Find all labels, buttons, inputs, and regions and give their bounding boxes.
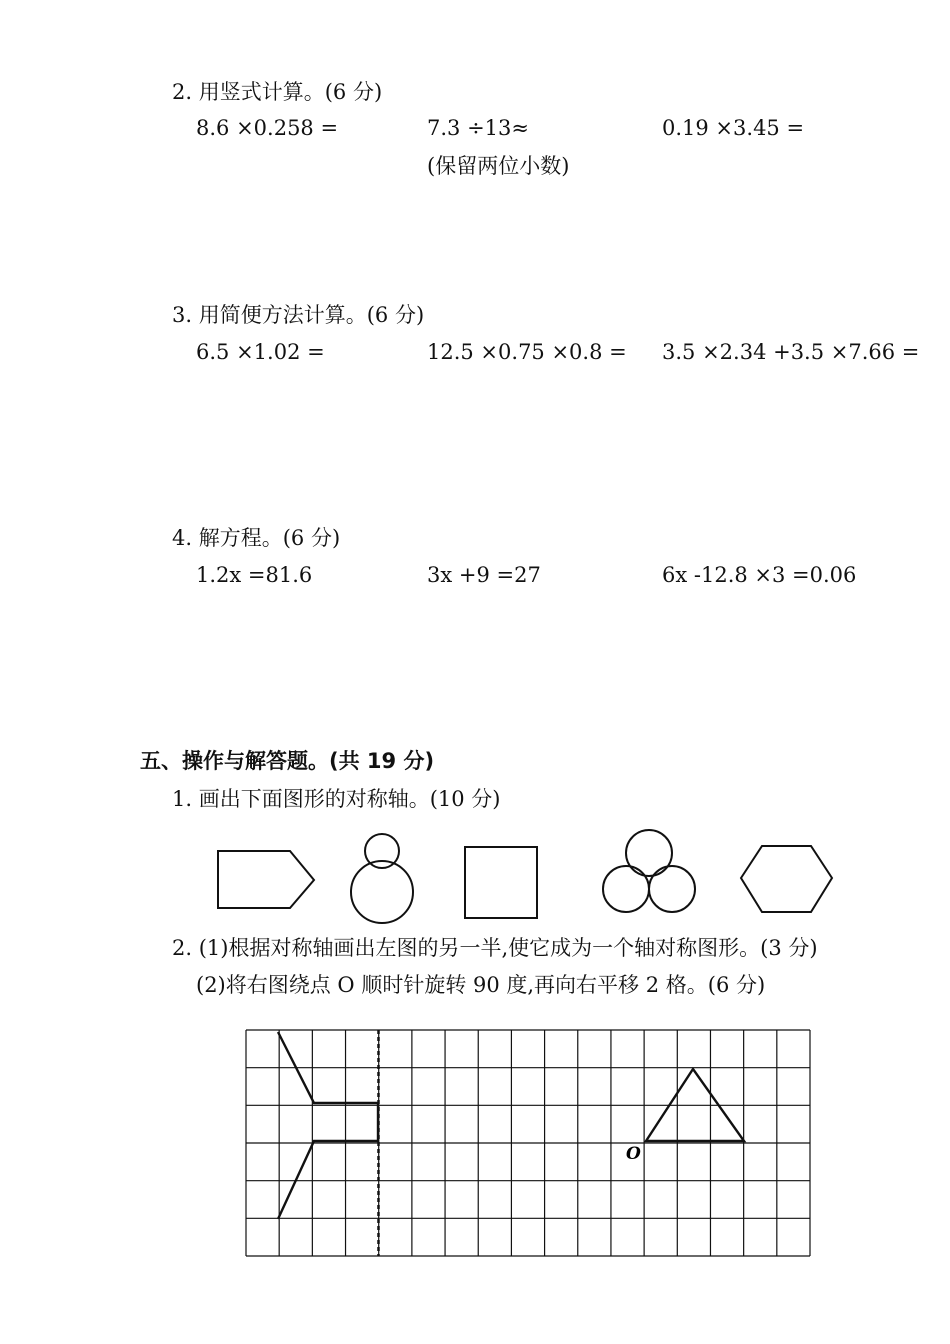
right-triangle-figure: [646, 1069, 744, 1141]
q2-item-1: 8.6 ×0.258 =: [196, 116, 339, 140]
q3-item-3: 3.5 ×2.34 +3.5 ×7.66 =: [662, 340, 920, 364]
left-half-figure: [278, 1032, 378, 1219]
q4-title: 4. 解方程。(6 分): [172, 526, 341, 550]
square-shape: [465, 847, 537, 918]
snowman-bottom-circle: [351, 861, 413, 923]
q4-item-3: 6x -12.8 ×3 =0.06: [662, 563, 857, 587]
s5-q1-title: 1. 画出下面图形的对称轴。(10 分): [172, 787, 501, 811]
three-circles-left: [603, 866, 649, 912]
q3-item-2: 12.5 ×0.75 ×0.8 =: [427, 340, 627, 364]
point-o-label: O: [626, 1144, 641, 1164]
q4-item-2: 3x +9 =27: [427, 563, 541, 587]
q3-title: 3. 用简便方法计算。(6 分): [172, 303, 425, 327]
section5-title: 五、操作与解答题。(共 19 分): [140, 749, 435, 773]
snowman-top-circle: [365, 834, 399, 868]
q2-item-2: 7.3 ÷13≈: [427, 116, 529, 140]
q4-item-1: 1.2x =81.6: [196, 563, 313, 587]
hexagon-shape: [741, 846, 832, 912]
three-circles-top: [626, 830, 672, 876]
q2-title: 2. 用竖式计算。(6 分): [172, 80, 383, 104]
q3-item-1: 6.5 ×1.02 =: [196, 340, 325, 364]
three-circles-right: [649, 866, 695, 912]
s5-q2-line1: 2. (1)根据对称轴画出左图的另一半,使它成为一个轴对称图形。(3 分): [172, 936, 818, 960]
s5-q2-line2: (2)将右图绕点 O 顺时针旋转 90 度,再向右平移 2 格。(6 分): [196, 973, 766, 997]
pentagon-arrow-shape: [218, 851, 314, 908]
q2-note: (保留两位小数): [427, 154, 570, 178]
grid-lines: [246, 1030, 810, 1256]
q2-item-3: 0.19 ×3.45 =: [662, 116, 805, 140]
